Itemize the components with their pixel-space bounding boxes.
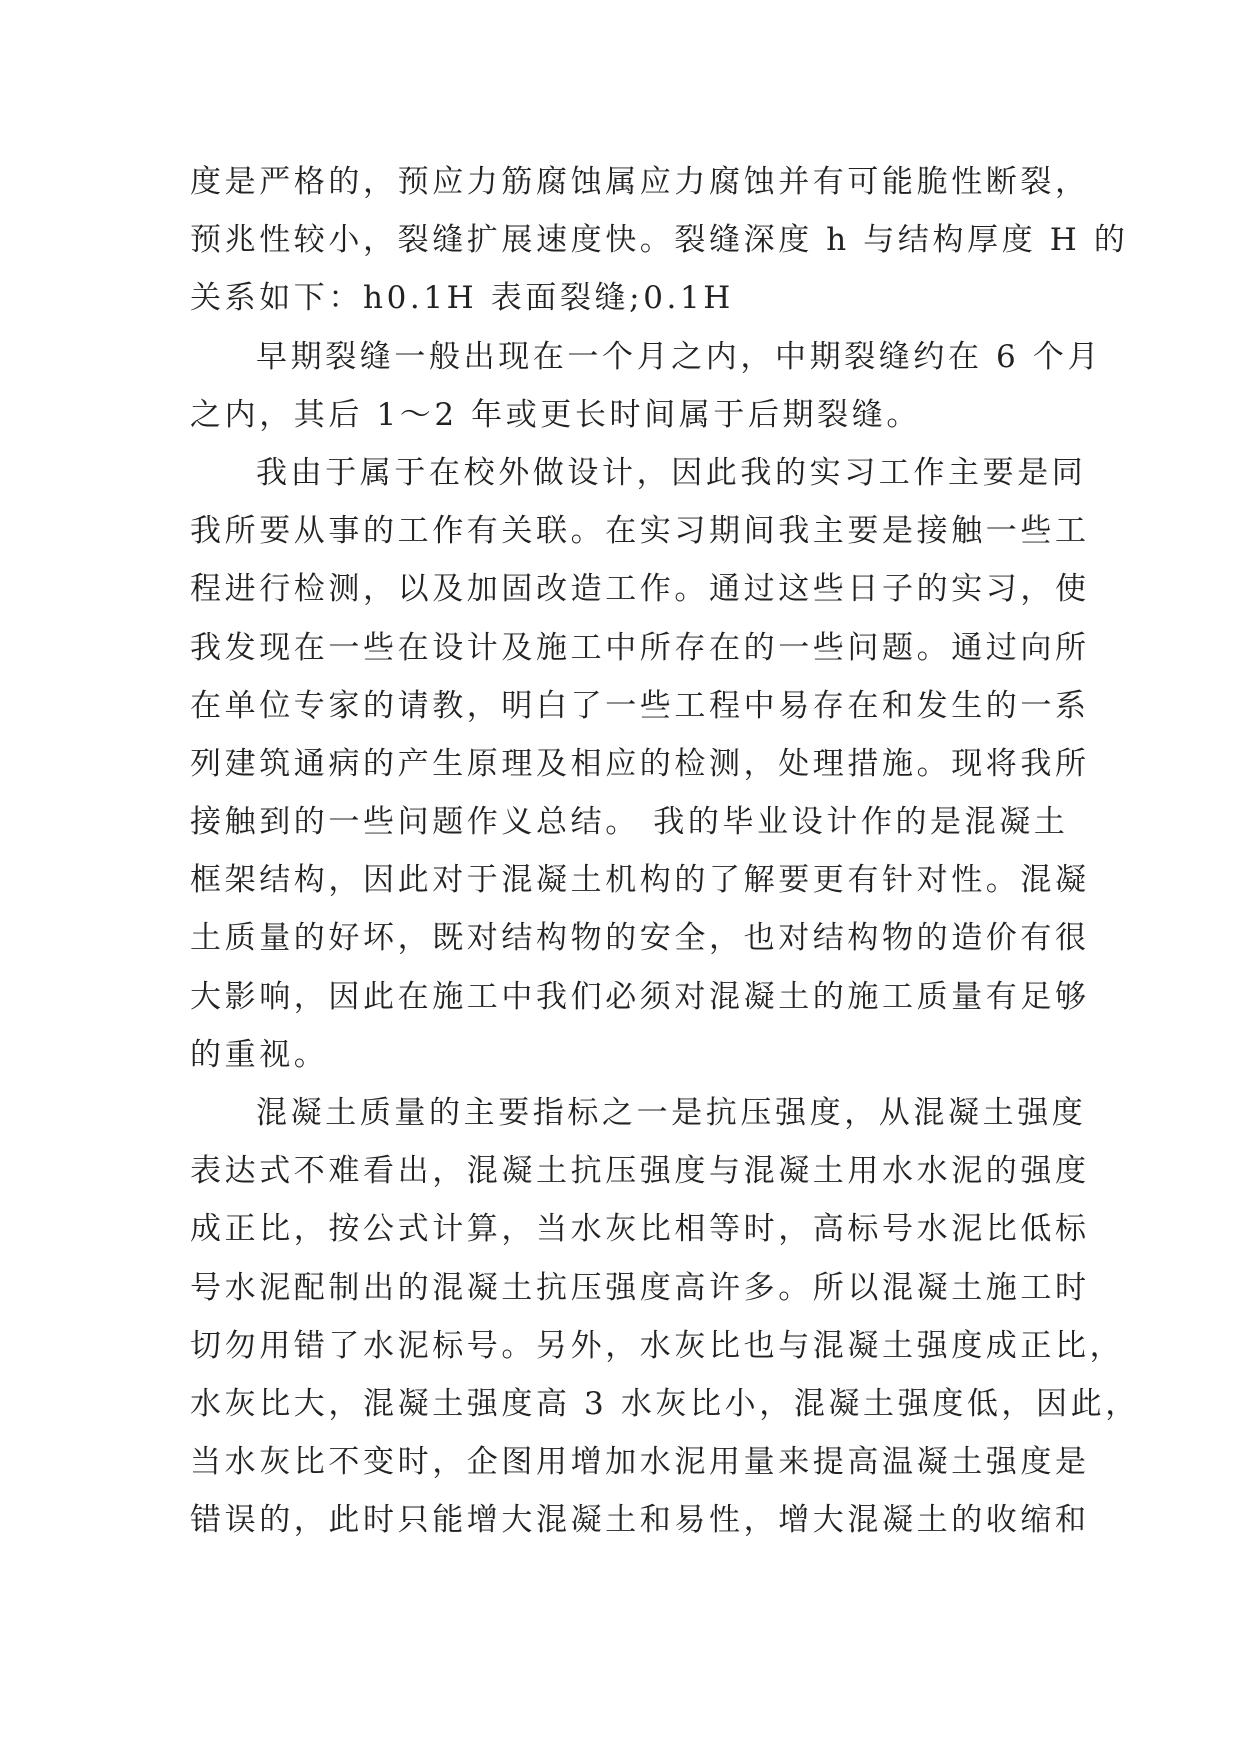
paragraph-2 (190, 328, 1103, 444)
text-line: 成正比，按公式计算，当水灰比相等时，高标号水泥比低标 (190, 1211, 1090, 1248)
text-line: 混凝土质量的主要指标之一是抗压强度，从混凝土强度 (256, 1095, 1087, 1131)
paragraph-4 (190, 1084, 1140, 1550)
text-line: 表达式不难看出，混凝土抗压强度与混凝土用水水泥的强度 (190, 1153, 1090, 1190)
text-line: 之内，其后 1～2 年或更长时间属于后期裂缝。 (190, 396, 921, 433)
text-line: 错误的，此时只能增大混凝土和易性，增大混凝土的收缩和 (190, 1502, 1090, 1539)
text-line: 切勿用错了水泥标号。另外，水灰比也与混凝土强度成正比， (190, 1327, 1125, 1364)
text-line: 号水泥配制出的混凝土抗压强度高许多。所以混凝土施工时 (190, 1269, 1090, 1306)
paragraph-3 (190, 444, 1090, 1084)
text-line: 我由于属于在校外做设计，因此我的实习工作主要是同 (256, 454, 1087, 491)
text-line: 框架结构，因此对于混凝土机构的了解要更有针对性。混凝 (190, 862, 1090, 899)
text-line: 我所要从事的工作有关联。在实习期间我主要是接触一些工 (190, 513, 1090, 550)
text-line: 我发现在一些在设计及施工中所存在的一些问题。通过向所 (190, 629, 1090, 666)
text-line: 列建筑通病的产生原理及相应的检测，处理措施。现将我所 (190, 745, 1090, 782)
paragraph-1 (190, 153, 1129, 328)
text-line: 在单位专家的请教，明白了一些工程中易存在和发生的一系 (190, 687, 1090, 724)
text-line: 度是严格的，预应力筋腐蚀属应力腐蚀并有可能脆性断裂， (190, 164, 1090, 200)
text-line: 关系如下：h0.1H 表面裂缝;0.1H (190, 280, 734, 317)
text-line: 大影响，因此在施工中我们必须对混凝土的施工质量有足够 (190, 978, 1090, 1015)
text-line: 程进行检测，以及加固改造工作。通过这些日子的实习，使 (190, 571, 1090, 608)
text-line: 当水灰比不变时，企图用增加水泥用量来提高温凝土强度是 (190, 1444, 1090, 1481)
body-text (190, 153, 1140, 1550)
text-line: 早期裂缝一般出现在一个月之内，中期裂缝约在 6 个月 (256, 338, 1103, 375)
text-line: 水灰比大，混凝土强度高 3 水灰比小，混凝土强度低，因此， (190, 1385, 1140, 1422)
text-line: 土质量的好坏，既对结构物的安全，也对结构物的造价有很 (190, 920, 1090, 957)
text-line: 预兆性较小，裂缝扩展速度快。裂缝深度 h 与结构厚度 H 的 (190, 222, 1129, 259)
text-line: 的重视。 (190, 1036, 329, 1073)
text-line: 接触到的一些问题作义总结。 我的毕业设计作的是混凝土 (190, 804, 1069, 841)
